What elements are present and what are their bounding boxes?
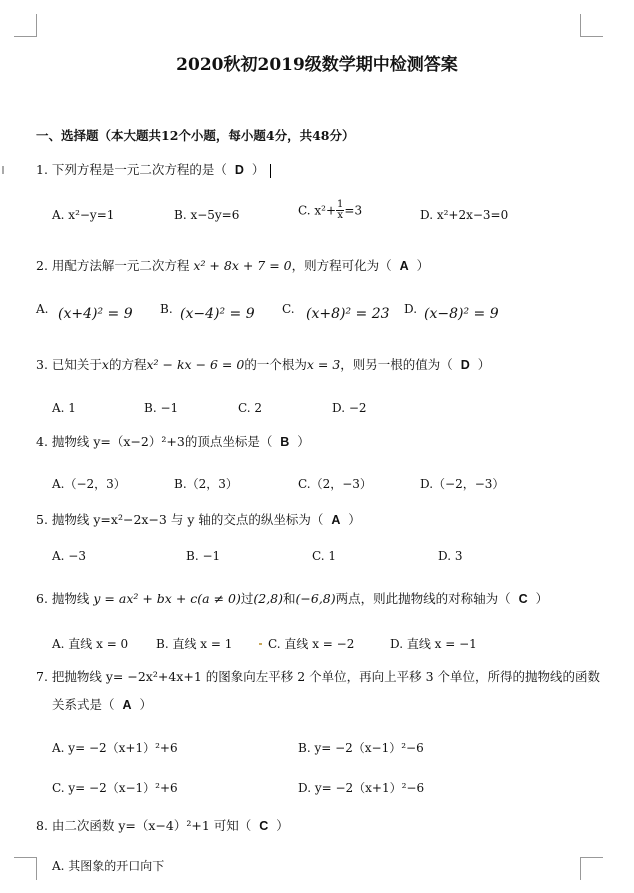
question-4-close: ） [297,434,310,449]
question-5 [36,512,361,528]
q2-option-d-math: (x−8)² = 9 [424,306,499,322]
q6-option-d: D. 直线 x = −1 [390,637,477,651]
q2-option-b-math: (x−4)² = 9 [180,306,255,322]
q3-option-c: C. 2 [238,401,263,415]
q2-option-b [180,306,255,322]
question-3-root: x = 3 [306,357,341,372]
question-6-text-3: 和 [283,591,296,606]
q2-option-a-label: A. [36,302,49,316]
question-4 [36,434,310,450]
q7-option-a: A. y= −2（x+1）²+6 [52,741,178,755]
question-6-text-2: 过 [240,591,254,606]
q2-option-d-label: D. [404,302,418,316]
question-1 [36,162,271,178]
q4-option-c: C.（2，−3） [298,477,372,491]
question-5-close: ） [348,512,361,527]
q1-option-d: D. x²+2x−3=0 [420,208,509,222]
question-3-answer: D [460,358,470,372]
question-6-close: ） [535,591,549,606]
crop-mark-bottom-left [14,857,37,880]
fraction-numerator: 1 [337,199,344,210]
q6-option-c: C. 直线 x = −2 [268,637,355,651]
question-3-equation: x² − kx − 6 = 0 [146,357,245,372]
q6-option-a: A. 直线 x = 0 [52,637,129,651]
question-6-answer: C [518,592,528,606]
crop-mark-top-left [14,14,37,37]
question-2-equation: x² + 8x + 7 = 0 [193,258,292,273]
question-2-answer: A [399,259,409,273]
question-3 [36,357,490,373]
question-1-close: ） [251,162,265,177]
q2-option-b-label: B. [160,302,173,316]
question-6 [36,591,548,607]
question-6-equation: y = ax² + bx + c(a ≠ 0) [93,591,241,606]
q2-option-c-label: C. [282,302,295,316]
question-2-text-2: ，则方程可化为（ [291,258,392,273]
question-8-text: 8. 由二次函数 y=（x−4）²+1 可知（ [36,818,252,833]
q5-option-d: D. 3 [438,549,463,563]
q3-option-a: A. 1 [52,401,76,415]
q1-option-a: A. x²−y=1 [52,208,115,222]
question-3-text: 3. 已知关于 [36,357,102,372]
question-3-close: ） [477,357,491,372]
question-7-line-1: 7. 把抛物线 y= −2x²+4x+1 的图象向左平移 2 个单位，再向上平移 3 个单位，所得的抛物线的函数 [36,669,601,684]
question-2-text: 2. 用配方法解一元二次方程 [36,258,190,273]
q1-option-c-suffix: =3 [344,203,363,218]
question-1-text: 1. 下列方程是一元二次方程的是（ [36,162,227,177]
q8-option-a: A. 其图象的开口向下 [52,859,165,873]
q7-option-b: B. y= −2（x−1）²−6 [298,741,424,755]
section-heading: 一、选择题（本大题共12个小题，每小题4分，共48分） [36,128,355,143]
question-8-answer: C [259,819,269,833]
question-8-close: ） [276,818,289,833]
question-7-close: ） [139,697,152,712]
q2-option-a [58,306,133,322]
question-5-answer: A [331,513,341,527]
q1-option-c [298,200,362,221]
q2-option-c [306,306,390,322]
q5-option-c: C. 1 [312,549,337,563]
q2-option-d [424,306,499,322]
question-6-text: 6. 抛物线 [36,591,90,606]
q1-option-b: B. x−5y=6 [174,208,240,222]
q7-option-d: D. y= −2（x+1）²−6 [298,781,425,795]
q4-option-d: D.（−2，−3） [420,477,505,491]
crop-mark-top-right [580,14,603,37]
margin-tick [2,166,4,174]
question-3-text-2: 的方程 [108,357,147,372]
text-cursor [270,164,271,178]
q4-option-b: B.（2，3） [174,477,238,491]
question-4-answer: B [280,435,290,449]
question-2-close: ） [416,258,430,273]
question-6-point-1: (2,8) [253,591,284,606]
question-7-text: 关系式是（ [52,697,115,712]
question-8 [36,818,289,834]
question-1-answer: D [234,163,244,177]
q6-option-b: B. 直线 x = 1 [156,637,233,651]
question-3-var: x [101,357,109,372]
fraction-denominator: x [337,210,344,221]
question-4-text: 4. 抛物线 y=（x−2）²+3的顶点坐标是（ [36,434,273,449]
q1-option-c-prefix: C. x²+ [298,203,337,218]
q5-option-a: A. −3 [52,549,86,563]
question-7-answer: A [122,698,132,712]
q7-option-c: C. y= −2（x−1）²+6 [52,781,178,795]
question-6-text-4: 两点，则此抛物线的对称轴为（ [335,591,511,606]
question-2 [36,258,429,274]
document-title: 2020秋初2019级数学期中检测答案 [176,55,458,75]
crop-mark-bottom-right [580,857,603,880]
q4-option-a: A.（−2，3） [52,477,126,491]
q5-option-b: B. −1 [186,549,221,563]
question-6-point-2: (−6,8) [295,591,336,606]
question-7-line-2 [52,697,152,713]
q2-option-a-math: (x+4)² = 9 [58,306,133,322]
q2-option-c-math: (x+8)² = 23 [306,306,390,322]
question-3-text-3: 的一个根为 [244,357,307,372]
stray-dot [259,643,262,645]
q3-option-b: B. −1 [144,401,179,415]
question-3-text-4: ，则另一根的值为（ [340,357,453,372]
q3-option-d: D. −2 [332,401,367,415]
question-5-text: 5. 抛物线 y=x²−2x−3 与 y 轴的交点的纵坐标为（ [36,512,324,527]
